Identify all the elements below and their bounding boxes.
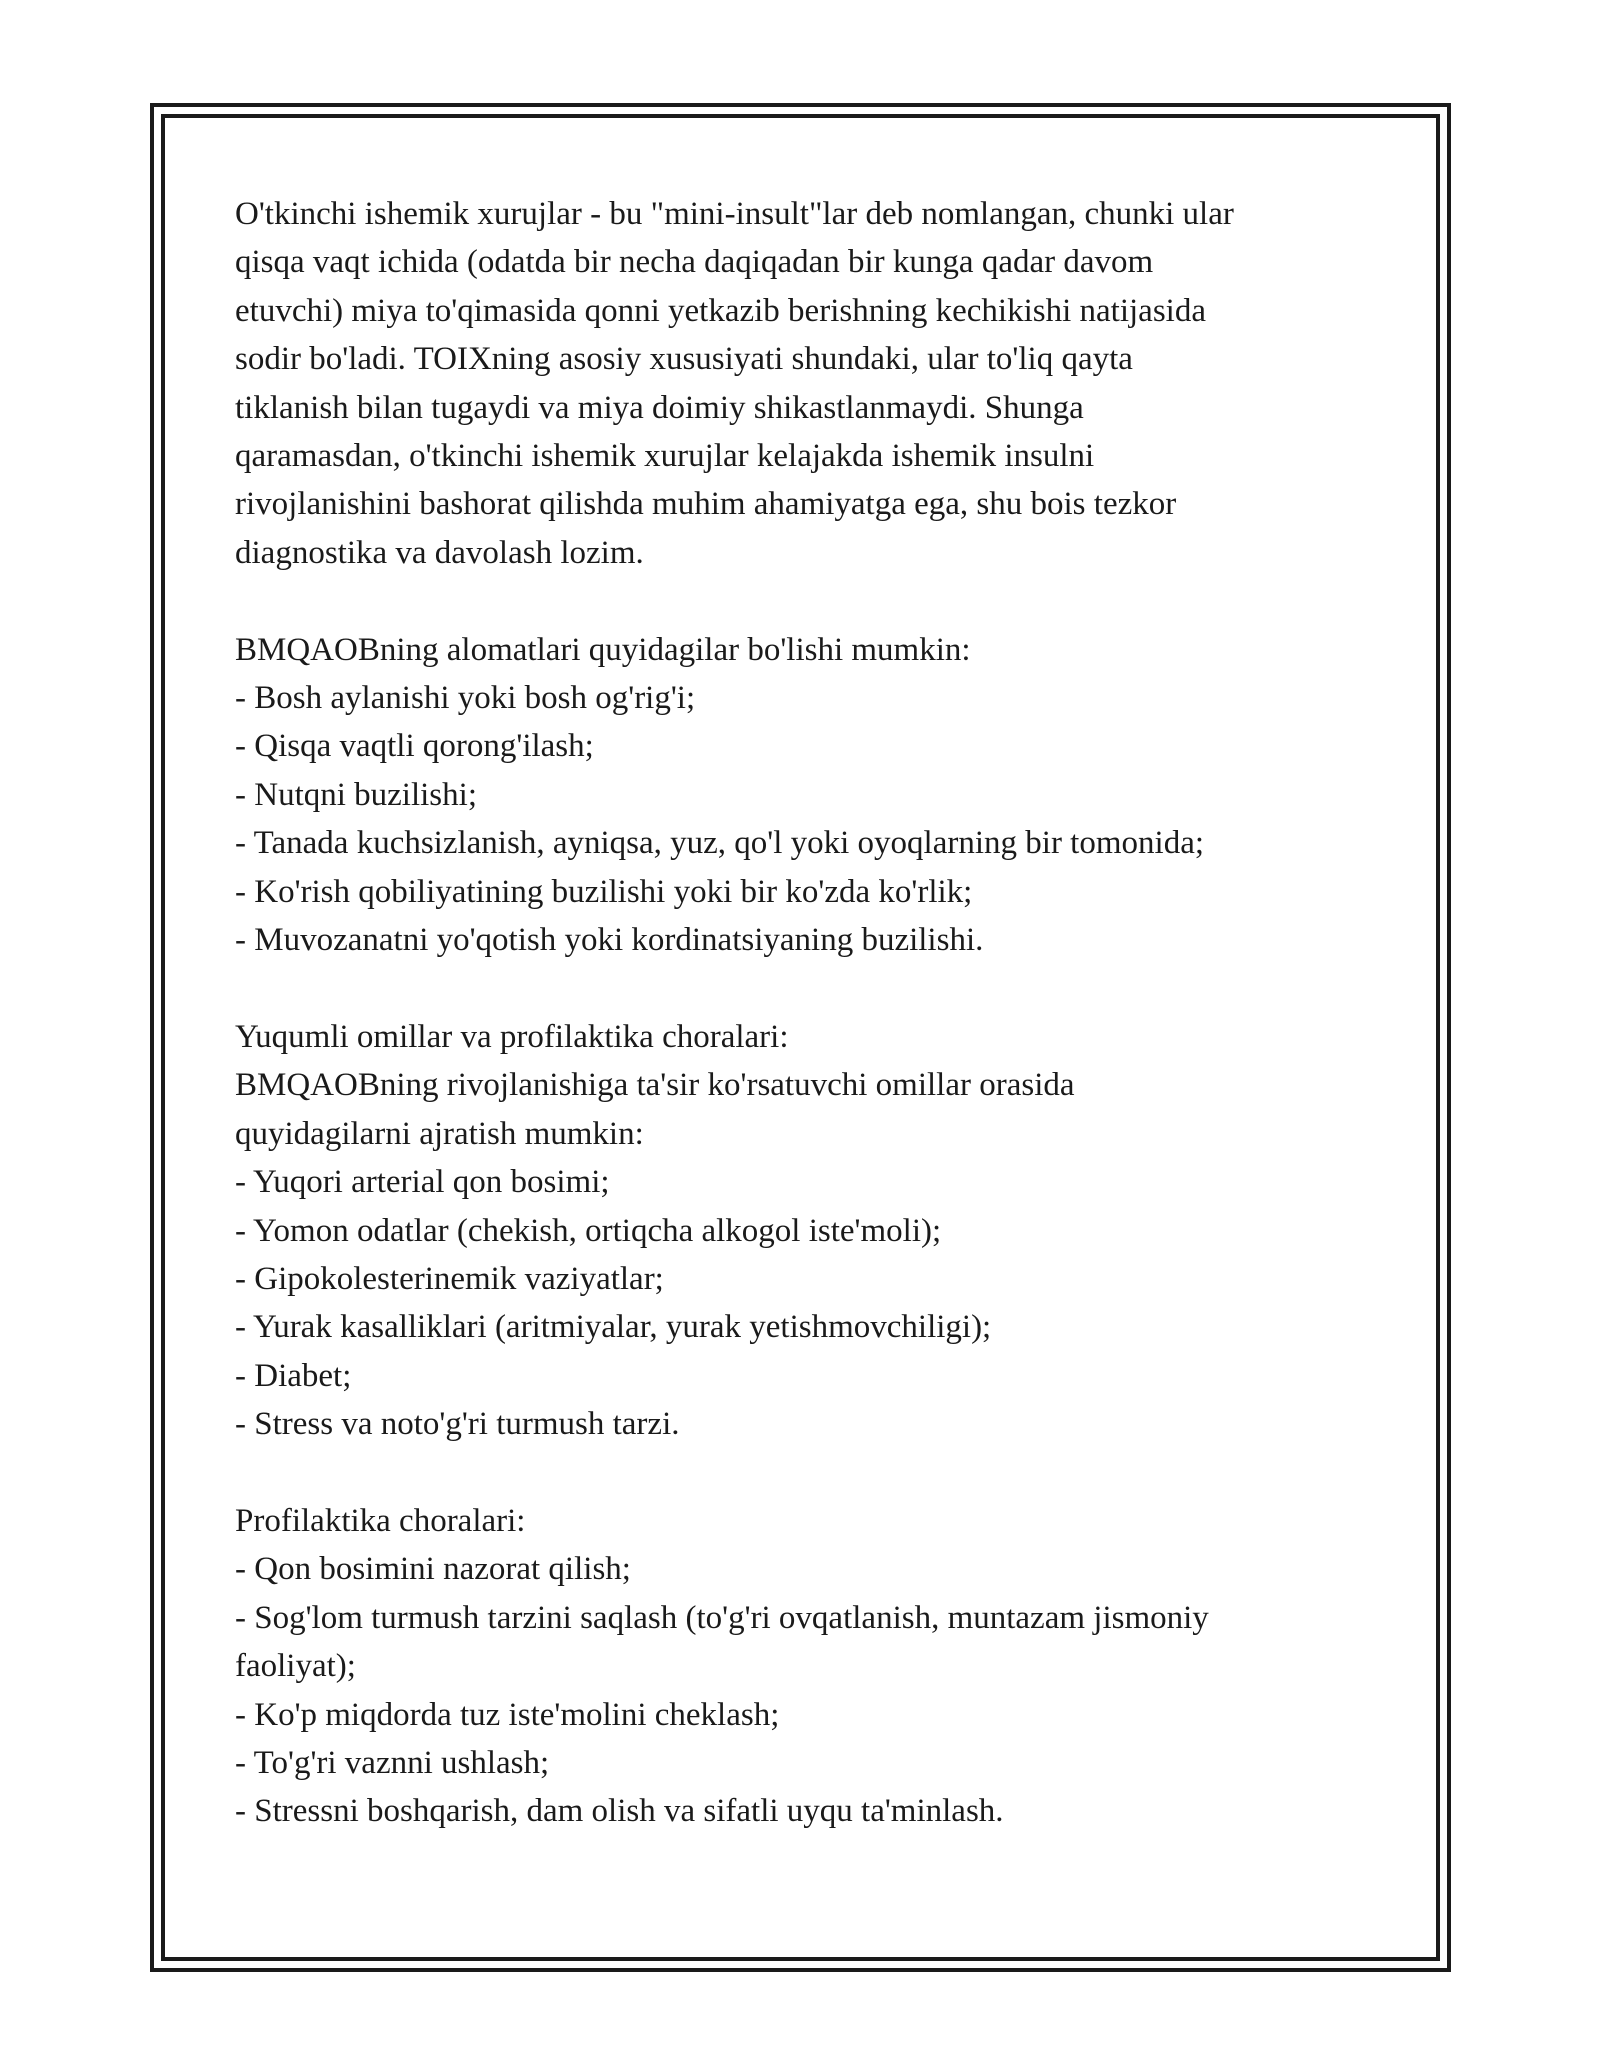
intro-line: rivojlanishini bashorat qilishda muhim ahamiyatga ega, shu bois tezkor bbox=[235, 486, 1177, 523]
list-item: - Stress va noto'g'ri turmush tarzi. bbox=[235, 1406, 680, 1443]
list-item: - Diabet; bbox=[235, 1357, 352, 1394]
list-item: - Yurak kasalliklari (aritmiyalar, yurak yetishmovchiligi); bbox=[235, 1309, 992, 1346]
list-item: - Ko'rish qobiliyatining buzilishi yoki bir ko'zda ko'rlik; bbox=[235, 873, 973, 910]
list-item: faoliyat); bbox=[235, 1648, 356, 1685]
list-item: - Sog'lom turmush tarzini saqlash (to'g'ri ovqatlanish, muntazam jismoniy bbox=[235, 1599, 1209, 1636]
prevention-heading: Profilaktika choralari: bbox=[235, 1502, 526, 1539]
risk-factors-section bbox=[235, 1013, 1365, 1449]
symptoms-heading: BMQAOBning alomatlari quyidagilar bo'lishi mumkin: bbox=[235, 631, 971, 668]
list-item: - Ko'p miqdorda tuz iste'molini cheklash; bbox=[235, 1696, 780, 1733]
list-item: - Bosh aylanishi yoki bosh og'rig'i; bbox=[235, 680, 696, 717]
symptoms-section bbox=[235, 626, 1365, 965]
risk-factors-intro: quyidagilarni ajratish mumkin: bbox=[235, 1115, 644, 1152]
intro-line: sodir bo'ladi. TOIXning asosiy xususiyati shundaki, ular to'liq qayta bbox=[235, 341, 1133, 378]
list-item: - Qon bosimini nazorat qilish; bbox=[235, 1551, 631, 1588]
intro-paragraph bbox=[235, 190, 1365, 577]
intro-line: diagnostika va davolash lozim. bbox=[235, 534, 644, 571]
risk-factors-intro: BMQAOBning rivojlanishiga ta'sir ko'rsatuvchi omillar orasida bbox=[235, 1067, 1075, 1104]
list-item: - Qisqa vaqtli qorong'ilash; bbox=[235, 728, 594, 765]
paragraph-gap bbox=[235, 964, 1365, 1012]
document-body bbox=[235, 190, 1365, 1836]
intro-line: etuvchi) miya to'qimasida qonni yetkazib berishning kechikishi natijasida bbox=[235, 292, 1206, 329]
list-item: - Nutqni buzilishi; bbox=[235, 776, 477, 813]
intro-line: qisqa vaqt ichida (odatda bir necha daqiqadan bir kunga qadar davom bbox=[235, 244, 1154, 281]
prevention-section bbox=[235, 1497, 1365, 1836]
intro-line: qaramasdan, o'tkinchi ishemik xurujlar kelajakda ishemik insulni bbox=[235, 438, 1095, 475]
paragraph-gap bbox=[235, 1449, 1365, 1497]
list-item: - To'g'ri vaznni ushlash; bbox=[235, 1744, 550, 1781]
list-item: - Yomon odatlar (chekish, ortiqcha alkogol iste'moli); bbox=[235, 1212, 942, 1249]
intro-line: tiklanish bilan tugaydi va miya doimiy shikastlanmaydi. Shunga bbox=[235, 389, 1084, 426]
risk-factors-heading: Yuqumli omillar va profilaktika choralari: bbox=[235, 1018, 789, 1055]
list-item: - Gipokolesterinemik vaziyatlar; bbox=[235, 1260, 664, 1297]
list-item: - Muvozanatni yo'qotish yoki kordinatsiyaning buzilishi. bbox=[235, 922, 984, 959]
list-item: - Yuqori arterial qon bosimi; bbox=[235, 1164, 610, 1201]
list-item: - Tanada kuchsizlanish, ayniqsa, yuz, qo'l yoki oyoqlarning bir tomonida; bbox=[235, 825, 1205, 862]
paragraph-gap bbox=[235, 577, 1365, 625]
list-item: - Stressni boshqarish, dam olish va sifatli uyqu ta'minlash. bbox=[235, 1793, 1004, 1830]
intro-line: O'tkinchi ishemik xurujlar - bu "mini-insult"lar deb nomlangan, chunki ular bbox=[235, 196, 1234, 232]
